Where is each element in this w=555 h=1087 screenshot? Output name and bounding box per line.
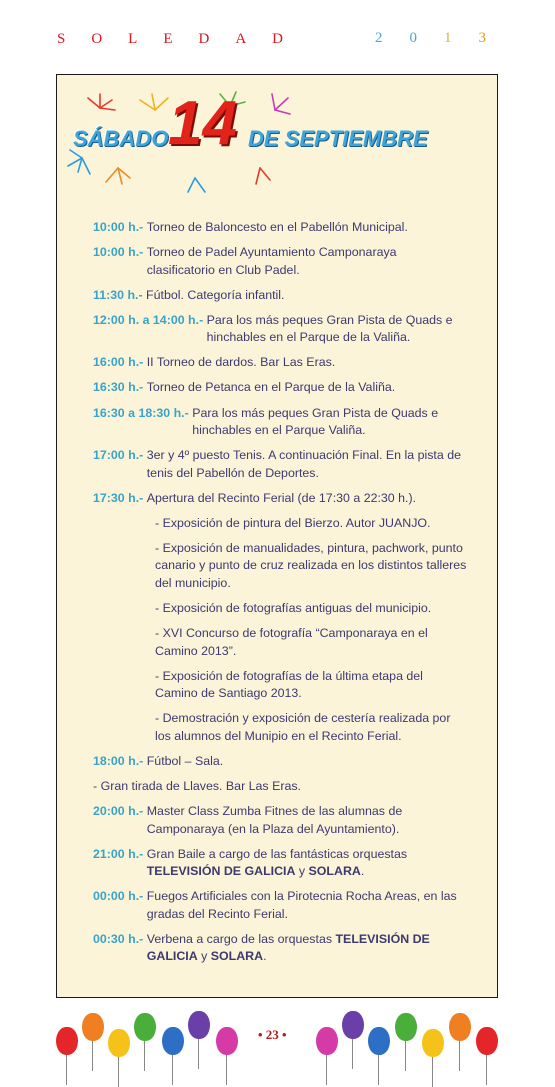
entry-time: 17:30 h.- — [93, 490, 144, 505]
balloon-icon — [422, 1029, 444, 1057]
balloon-icon — [216, 1027, 238, 1055]
balloon-icon — [188, 1011, 210, 1039]
schedule-list — [93, 219, 468, 973]
entry-time: 16:00 h.- — [93, 355, 144, 370]
sub-item: - Exposición de pintura del Bierzo. Autor JUANJO. — [155, 515, 431, 530]
entry-bold-part: SOLARA — [308, 864, 361, 879]
entry-bold-part: TELEVISIÓN DE GALICIA — [146, 931, 430, 964]
list-item — [93, 354, 468, 372]
balloon-icon — [162, 1027, 184, 1055]
entry-time: 21:00 h.- — [93, 846, 144, 861]
header-year — [375, 30, 513, 47]
balloon-icon — [342, 1011, 364, 1039]
list-item — [93, 803, 468, 838]
entry-text: Gran Baile a cargo de las fantásticas orquestas TELEVISIÓN DE GALICIA y SOLARA. — [146, 846, 408, 879]
entry-time: 10:00 h.- — [93, 220, 144, 234]
list-item — [93, 312, 468, 347]
list-item — [93, 379, 468, 397]
entry-time: 00:00 h.- — [93, 889, 144, 904]
year-digit: 0 — [409, 30, 444, 46]
year-digit: 3 — [478, 30, 513, 46]
entry-text: Fútbol – Sala. — [146, 753, 224, 768]
balloon-icon — [395, 1013, 417, 1041]
entry-time: 18:00 h.- — [93, 753, 144, 768]
list-item — [93, 244, 468, 279]
entry-time: 16:30 h.- — [93, 380, 144, 395]
list-item — [93, 447, 468, 482]
entry-time: 10:00 h.- — [93, 245, 144, 260]
page-number: • 23 • — [258, 1027, 287, 1042]
year-digit: 1 — [444, 30, 479, 46]
list-item — [93, 219, 468, 237]
weekday-label: SÁBADO — [73, 126, 169, 151]
entry-text: Fuegos Artificiales con la Pirotecnia Rocha Areas, en las gradas del Recinto Ferial. — [146, 889, 457, 921]
sub-item: - Demostración y exposición de cestería realizada por los alumnos del Munipio en el Recinto Ferial. — [155, 711, 451, 743]
sub-item: - Exposición de fotografías antiguas del municipio. — [155, 601, 432, 616]
balloon-icon — [368, 1027, 390, 1055]
list-item — [93, 888, 468, 923]
entry-time: 17:00 h.- — [93, 448, 144, 463]
day-number: 14 — [168, 89, 237, 158]
entry-time: 20:00 h.- — [93, 804, 144, 819]
balloon-icon — [108, 1029, 130, 1057]
year-digit: 2 — [375, 30, 410, 46]
entry-text: Torneo de Baloncesto en el Pabellón Municipal. — [146, 220, 408, 234]
list-item — [93, 287, 468, 305]
entry-time: 12:00 h. a 14:00 h.- — [93, 312, 204, 327]
list-item: - Gran tirada de Llaves. Bar Las Eras. — [93, 779, 301, 793]
entry-text: Apertura del Recinto Ferial (de 17:30 a 22:30 h.). — [146, 490, 417, 505]
balloon-icon — [56, 1027, 78, 1055]
entry-time: 16:30 a 18:30 h.- — [93, 405, 189, 420]
sub-item: - Exposición de manualidades, pintura, pachwork, punto canario y punto de cruz realizada en los distintos talleres del municipio. — [155, 540, 467, 590]
entry-text: II Torneo de dardos. Bar Las Eras. — [146, 355, 336, 370]
entry-bold-part: TELEVISIÓN DE GALICIA — [146, 864, 296, 879]
list-item — [93, 846, 468, 881]
entry-text-part: y — [197, 949, 211, 964]
balloon-icon — [82, 1013, 104, 1041]
balloon-icon — [449, 1013, 471, 1041]
entry-text: Master Class Zumba Fitnes de las alumnas de Camponaraya (en la Plaza del Ayuntamiento). — [146, 804, 403, 836]
date-title — [60, 88, 440, 198]
entry-bold-part: SOLARA — [210, 949, 264, 964]
entry-text: Para los más peques Gran Pista de Quads e hinchables en el Parque de la Valiña. — [206, 312, 453, 345]
balloon-icon — [134, 1013, 156, 1041]
entry-text-part: Verbena a cargo de las orquestas — [146, 931, 336, 946]
entry-text-part: Gran Baile a cargo de las fantásticas orquestas — [146, 846, 408, 861]
month-label: DE SEPTIEMBRE — [248, 126, 428, 151]
entry-text: 3er y 4º puesto Tenis. A continuación Final. En la pista de tenis del Pabellón de Deportes. — [146, 448, 461, 480]
sub-item: - Exposición de fotografías de la última etapa del Camino de Santiago 2013. — [155, 668, 423, 701]
entry-time: 00:30 h.- — [93, 931, 144, 946]
header-soledad: SOLEDAD — [57, 31, 309, 47]
list-item — [93, 931, 468, 966]
balloon-icon — [476, 1027, 498, 1055]
sub-item: - XVI Concurso de fotografía “Camponaraya en el Camino 2013”. — [155, 626, 428, 658]
list-item — [93, 490, 468, 508]
entry-text: Fútbol. Categoría infantil. — [146, 287, 285, 302]
entry-text: Verbena a cargo de las orquestas TELEVISIÓN DE GALICIA y SOLARA. — [146, 931, 430, 964]
list-item — [93, 405, 468, 440]
list-item — [93, 753, 468, 771]
entry-time: 11:30 h.- — [93, 287, 143, 302]
entry-text: Torneo de Padel Ayuntamiento Camponaraya clasificatorio en Club Padel. — [146, 245, 397, 277]
entry-text-part: y — [295, 864, 309, 879]
entry-text: Para los más peques Gran Pista de Quads e hinchables en el Parque Valiña. — [192, 405, 439, 438]
entry-text: Torneo de Petanca en el Parque de la Valiña. — [146, 380, 396, 395]
balloon-icon — [316, 1027, 338, 1055]
